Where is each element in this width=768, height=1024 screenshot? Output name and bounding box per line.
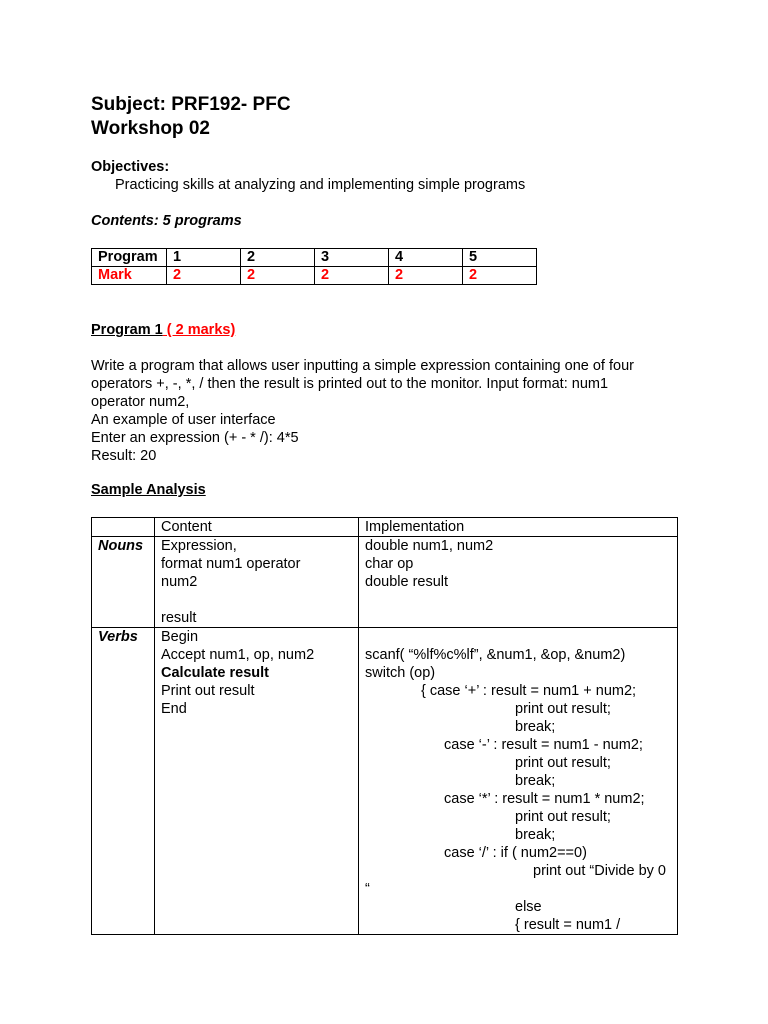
header-cell: Content <box>155 518 359 537</box>
objectives-heading: Objectives: <box>91 159 170 175</box>
sample-analysis-heading: Sample Analysis <box>91 482 206 498</box>
verbs-label: Verbs <box>92 628 155 935</box>
impl-line: double num1, num2 <box>365 538 494 554</box>
content-line: Expression, <box>161 538 237 554</box>
impl-line <box>365 628 671 646</box>
marks-table <box>91 248 537 285</box>
marks-cell: Program <box>92 249 167 267</box>
impl-line: break; <box>515 827 556 843</box>
impl-line: else <box>515 899 542 915</box>
marks-cell: 3 <box>315 249 389 267</box>
marks-cell: 2 <box>241 249 315 267</box>
subject-title: Subject: PRF192- PFC <box>91 94 291 115</box>
verbs-implementation <box>359 628 678 935</box>
impl-line: { case ‘+’ : result = num1 + num2; <box>421 683 637 699</box>
impl-line: switch (op) <box>365 665 436 681</box>
workshop-title: Workshop 02 <box>91 118 210 139</box>
content-line: Accept num1, op, num2 <box>161 647 315 663</box>
analysis-header-row <box>92 518 678 537</box>
content-line: Print out result <box>161 683 255 699</box>
impl-line: print out “Divide by 0 <box>533 863 666 879</box>
description-line: operator num2, <box>91 394 190 410</box>
impl-line: case ‘*’ : result = num1 * num2; <box>444 791 645 807</box>
description-line: operators +, -, *, / then the result is printed out to the monitor. Input format: num1 <box>91 376 609 392</box>
content-line: result <box>161 610 197 626</box>
objectives-text: Practicing skills at analyzing and implementing simple programs <box>115 177 526 193</box>
content-line <box>161 591 352 609</box>
impl-line: case ‘/’ : if ( num2==0) <box>444 845 587 861</box>
program1-description <box>91 357 681 465</box>
nouns-implementation <box>359 537 678 628</box>
marks-cell: 1 <box>167 249 241 267</box>
content-line: num2 <box>161 574 198 590</box>
marks-cell: 2 <box>463 267 537 285</box>
marks-cell: 2 <box>315 267 389 285</box>
marks-cell: 4 <box>389 249 463 267</box>
contents-heading: Contents: 5 programs <box>91 213 242 229</box>
analysis-verbs-row <box>92 628 678 935</box>
impl-line: { result = num1 / <box>515 917 621 933</box>
impl-line: double result <box>365 574 449 590</box>
nouns-label: Nouns <box>92 537 155 628</box>
content-line: Calculate result <box>161 665 269 681</box>
marks-table-row-mark <box>92 267 537 285</box>
analysis-nouns-row <box>92 537 678 628</box>
program1-title: Program 1 <box>91 322 163 338</box>
marks-cell: 2 <box>241 267 315 285</box>
nouns-content <box>155 537 359 628</box>
impl-line: print out result; <box>515 755 611 771</box>
marks-table-row-program <box>92 249 537 267</box>
header-cell <box>92 518 155 537</box>
marks-cell: Mark <box>92 267 167 285</box>
impl-line: print out result; <box>515 701 611 717</box>
impl-line: scanf( “%lf%c%lf”, &num1, &op, &num2) <box>365 647 626 663</box>
impl-line: case ‘-’ : result = num1 - num2; <box>444 737 643 753</box>
marks-cell: 5 <box>463 249 537 267</box>
impl-line: break; <box>515 719 556 735</box>
analysis-table <box>91 517 678 935</box>
impl-line: “ <box>365 881 370 897</box>
impl-line: char op <box>365 556 414 572</box>
header-cell: Implementation <box>359 518 678 537</box>
impl-line: break; <box>515 773 556 789</box>
description-line: Result: 20 <box>91 448 157 464</box>
content-line: End <box>161 701 187 717</box>
program1-heading <box>91 322 235 338</box>
impl-line: print out result; <box>515 809 611 825</box>
program1-marks: ( 2 marks) <box>162 322 236 338</box>
content-line: format num1 operator <box>161 556 301 572</box>
marks-cell: 2 <box>167 267 241 285</box>
verbs-content <box>155 628 359 935</box>
description-line: Enter an expression (+ - * /): 4*5 <box>91 430 299 446</box>
marks-cell: 2 <box>389 267 463 285</box>
content-line: Begin <box>161 629 199 645</box>
description-line: An example of user interface <box>91 412 276 428</box>
description-line: Write a program that allows user inputting a simple expression containing one of four <box>91 358 634 374</box>
